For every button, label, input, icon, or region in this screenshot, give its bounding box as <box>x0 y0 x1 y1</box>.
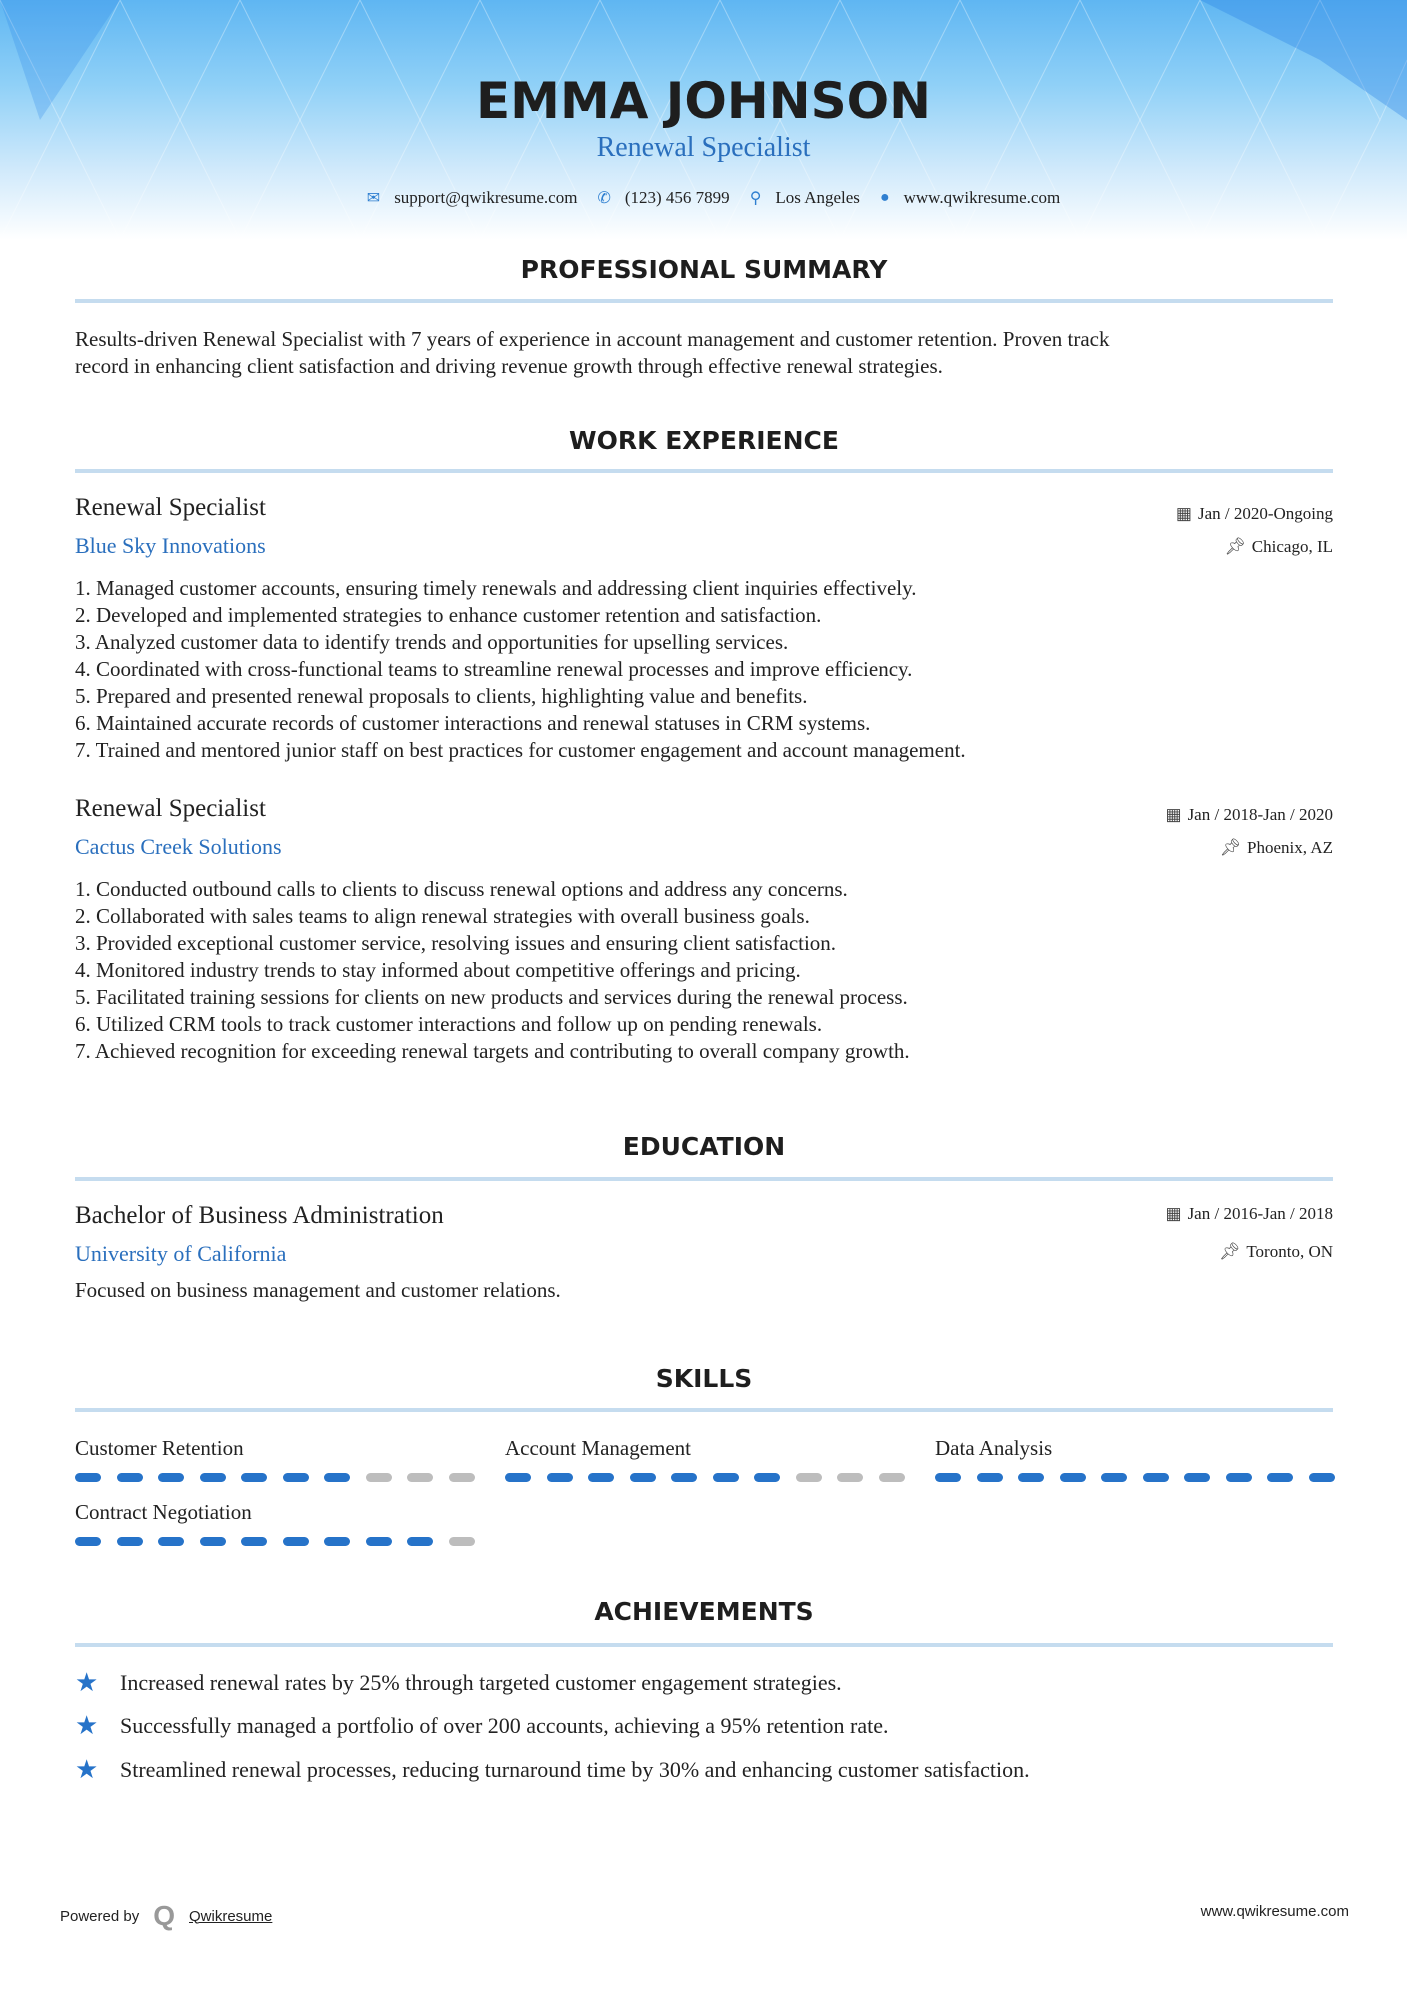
date-text: Jan / 2020-Ongoing <box>1197 504 1333 523</box>
location-text: Chicago, IL <box>1251 537 1333 556</box>
location-text: Toronto, ON <box>1246 1242 1333 1261</box>
degree: Bachelor of Business Administration <box>75 1202 444 1229</box>
skill-dot <box>837 1473 863 1482</box>
skill-dot <box>366 1473 392 1482</box>
bullet: 5. Facilitated training sessions for clients on new products and services during the renewal process. <box>75 985 908 1009</box>
skill-item <box>935 1436 1335 1482</box>
pin-icon: 📌︎ <box>1218 1242 1241 1261</box>
skill-dot <box>1184 1473 1210 1482</box>
job-company: Cactus Creek Solutions <box>75 834 282 859</box>
skill-dot <box>1018 1473 1044 1482</box>
bullet: 7. Trained and mentored junior staff on best practices for customer engagement and account management. <box>75 738 966 762</box>
skill-name: Customer Retention <box>75 1436 244 1460</box>
calendar-icon: ▦ <box>1165 1204 1182 1223</box>
contact-email[interactable]: support@qwikresume.com <box>394 188 578 207</box>
skill-dot <box>75 1473 101 1482</box>
skill-dot <box>117 1537 143 1546</box>
skill-dot <box>879 1473 905 1482</box>
skill-dot <box>1101 1473 1127 1482</box>
bullet: 2. Developed and implemented strategies to enhance customer retention and satisfaction. <box>75 603 822 627</box>
calendar-icon: ▦ <box>1165 805 1182 824</box>
skill-dot <box>713 1473 739 1482</box>
divider <box>75 1408 1333 1412</box>
date-text: Jan / 2018-Jan / 2020 <box>1187 805 1333 824</box>
pin-icon: 📌︎ <box>1224 537 1246 556</box>
skill-level-bar <box>75 1537 475 1546</box>
education-location <box>1219 1242 1333 1262</box>
skill-dot <box>1267 1473 1293 1482</box>
skill-name: Data Analysis <box>935 1436 1053 1460</box>
contact-bar <box>0 188 1407 208</box>
envelope-icon: ✉ <box>366 190 381 207</box>
achievement-item <box>75 1711 889 1741</box>
star-icon: ★ <box>75 1668 99 1697</box>
achievement-item <box>75 1668 842 1698</box>
candidate-name: EMMA JOHNSON <box>476 72 931 130</box>
bullet: 7. Achieved recognition for exceeding renewal targets and contributing to overall company growth. <box>75 1039 910 1063</box>
divider <box>75 1643 1333 1647</box>
star-icon: ★ <box>75 1711 99 1740</box>
job-date <box>1176 504 1333 524</box>
job-location <box>1219 838 1333 858</box>
map-marker-icon: ⚲ <box>749 190 762 207</box>
achievement-text: Increased renewal rates by 25% through targeted customer engagement strategies. <box>120 1670 842 1695</box>
section-heading-achievements: ACHIEVEMENTS <box>594 1597 814 1626</box>
footer-powered <box>60 1900 272 1932</box>
job-company: Blue Sky Innovations <box>75 533 266 558</box>
skill-dot <box>1309 1473 1335 1482</box>
skill-dot <box>283 1473 309 1482</box>
bullet: 5. Prepared and presented renewal proposals to clients, highlighting value and benefits. <box>75 684 808 708</box>
skill-dot <box>117 1473 143 1482</box>
skill-dot <box>977 1473 1003 1482</box>
section-heading-education: EDUCATION <box>622 1132 786 1161</box>
education-date <box>1166 1204 1334 1224</box>
achievement-text: Successfully managed a portfolio of over 200 accounts, achieving a 95% retention rate. <box>120 1713 889 1738</box>
divider <box>75 469 1333 473</box>
section-heading-skills: SKILLS <box>655 1364 753 1393</box>
bullet: 4. Monitored industry trends to stay informed about competitive offerings and pricing. <box>75 958 801 982</box>
skill-dot <box>630 1473 656 1482</box>
skill-item <box>505 1436 905 1482</box>
skill-dot <box>366 1537 392 1546</box>
powered-by-label: Powered by <box>60 1907 140 1925</box>
skill-name: Account Management <box>505 1436 692 1460</box>
skill-dot <box>754 1473 780 1482</box>
skill-dot <box>505 1473 531 1482</box>
qwikresume-logo-icon: Q <box>153 1900 175 1931</box>
summary-line: Results-driven Renewal Specialist with 7 years of experience in account management and customer retention. Proven track <box>75 327 1110 351</box>
skill-dot <box>200 1537 226 1546</box>
skill-item <box>75 1436 475 1482</box>
skill-dot <box>241 1473 267 1482</box>
job-title: Renewal Specialist <box>75 795 266 822</box>
skill-dot <box>547 1473 573 1482</box>
bullet: 3. Provided exceptional customer service, resolving issues and ensuring client satisfaction. <box>75 931 837 955</box>
bullet: 2. Collaborated with sales teams to align renewal strategies with overall business goals. <box>75 904 810 928</box>
divider <box>75 1177 1333 1181</box>
bullet: 3. Analyzed customer data to identify trends and opportunities for upselling services. <box>75 630 789 654</box>
pin-icon: 📌︎ <box>1219 838 1242 857</box>
bullet: 6. Maintained accurate records of customer interactions and renewal statuses in CRM systems. <box>75 711 871 735</box>
calendar-icon: ▦ <box>1175 504 1192 523</box>
skill-dot <box>449 1537 475 1546</box>
skill-name: Contract Negotiation <box>75 1500 252 1524</box>
skill-level-bar <box>935 1473 1335 1482</box>
globe-icon: ● <box>879 189 890 206</box>
skill-item <box>75 1500 475 1546</box>
education-description: Focused on business management and customer relations. <box>75 1278 561 1302</box>
job-location <box>1224 537 1333 557</box>
skill-dot <box>588 1473 614 1482</box>
contact-phone: (123) 456 7899 <box>624 188 730 207</box>
job-bullets <box>75 575 1333 764</box>
brand-link[interactable]: Qwikresume <box>189 1907 273 1925</box>
job-bullets <box>75 876 1333 1065</box>
skill-dot <box>158 1473 184 1482</box>
candidate-title: Renewal Specialist <box>596 132 811 163</box>
divider <box>75 299 1333 303</box>
skill-dot <box>407 1473 433 1482</box>
contact-website[interactable]: www.qwikresume.com <box>903 188 1061 207</box>
skill-dot <box>200 1473 226 1482</box>
school: University of California <box>75 1241 287 1266</box>
date-text: Jan / 2016-Jan / 2018 <box>1187 1204 1333 1223</box>
summary-text <box>75 326 1333 380</box>
skill-dot <box>324 1537 350 1546</box>
footer-url[interactable]: www.qwikresume.com <box>1200 1903 1349 1920</box>
star-icon: ★ <box>75 1755 99 1784</box>
skill-dot <box>935 1473 961 1482</box>
skill-dot <box>1060 1473 1086 1482</box>
skill-dot <box>671 1473 697 1482</box>
job-title: Renewal Specialist <box>75 494 266 521</box>
skill-dot <box>158 1537 184 1546</box>
phone-icon: ✆ <box>597 190 611 207</box>
skill-dot <box>1143 1473 1169 1482</box>
bullet: 1. Managed customer accounts, ensuring timely renewals and addressing client inquiries effectively. <box>75 576 917 600</box>
skill-dot <box>241 1537 267 1546</box>
section-heading-summary: PROFESSIONAL SUMMARY <box>520 255 888 284</box>
achievement-item <box>75 1755 1030 1785</box>
job-date <box>1166 805 1334 825</box>
skill-dot <box>283 1537 309 1546</box>
bullet: 4. Coordinated with cross-functional teams to streamline renewal processes and improve efficiency. <box>75 657 913 681</box>
skill-dot <box>407 1537 433 1546</box>
skill-level-bar <box>75 1473 475 1482</box>
section-heading-work: WORK EXPERIENCE <box>569 426 839 455</box>
header-banner <box>0 0 1407 240</box>
achievement-text: Streamlined renewal processes, reducing turnaround time by 30% and enhancing customer satisfaction. <box>120 1757 1030 1782</box>
skill-level-bar <box>505 1473 905 1482</box>
bullet: 6. Utilized CRM tools to track customer interactions and follow up on pending renewals. <box>75 1012 823 1036</box>
skill-dot <box>449 1473 475 1482</box>
skill-dot <box>75 1537 101 1546</box>
location-text: Phoenix, AZ <box>1247 838 1333 857</box>
summary-line: record in enhancing client satisfaction and driving revenue growth through effective renewal strategies. <box>75 354 943 378</box>
bullet: 1. Conducted outbound calls to clients to discuss renewal options and address any concerns. <box>75 877 848 901</box>
contact-location: Los Angeles <box>775 188 860 207</box>
skill-dot <box>1226 1473 1252 1482</box>
skill-dot <box>324 1473 350 1482</box>
skill-dot <box>796 1473 822 1482</box>
